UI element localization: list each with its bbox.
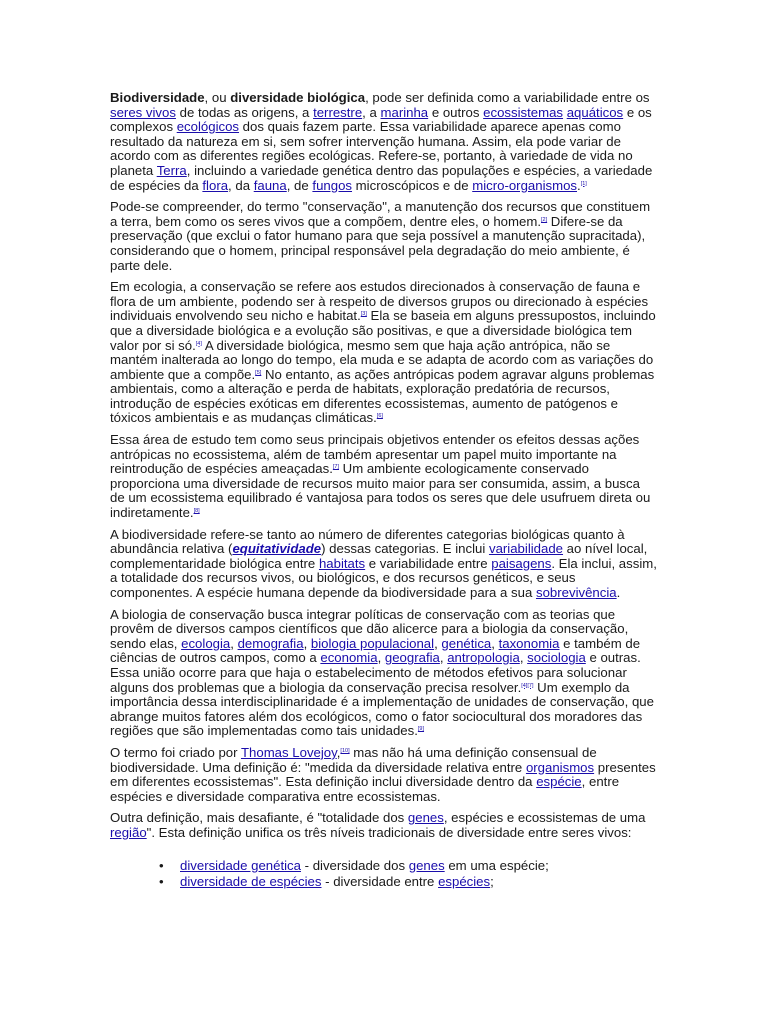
- link-fungos[interactable]: fungos: [312, 177, 353, 193]
- link-variabilidade[interactable]: variabilidade: [488, 541, 564, 557]
- text: Pode-se compreender, do termo "conservação", a manutenção dos recursos que constituem a terra, bem como os seres vivos que a compõem, dentre eles, o homem.: [110, 199, 651, 229]
- text: Essa área de estudo tem como seus principais objetivos entender os efeitos dessas ações antrópicas no ecossistema, além de também apresentar um papel muito importante na reintrodução de espécies ameaçadas.: [110, 432, 640, 477]
- link-aquaticos[interactable]: aquáticos: [566, 104, 624, 120]
- text: dos quais fazem parte. Essa variabilidade aparece apenas como resultado da natureza em si, sem sofrer intervenção humana. Assim, ela pode variar de acordo com as diferentes regiões ecológicas. Refere-se, portanto, à variedade de vida no planeta: [110, 119, 633, 178]
- text: A diversidade biológica, mesmo sem que haja ação antrópica, não se mantém inalterada ao longo do tempo, ela muda e se adapta de acordo com as variações do ambiente que a compõe.: [110, 337, 654, 382]
- citation-ref[interactable]: [10]: [340, 747, 350, 754]
- text: , espécies e ecossistemas de uma: [443, 810, 646, 826]
- link-sociologia[interactable]: sociologia: [527, 650, 586, 666]
- text: A biodiversidade refere-se tanto ao número de diferentes categorias biológicas quanto à abundância relativa (: [110, 526, 625, 557]
- text: ,: [491, 635, 499, 651]
- link-genes-list[interactable]: genes: [408, 857, 445, 873]
- text: ,: [434, 635, 442, 651]
- link-ecologia[interactable]: ecologia: [181, 635, 231, 651]
- article-body: [110, 91, 658, 892]
- text: ,: [336, 744, 341, 760]
- text: , da: [228, 177, 254, 193]
- text: Um ambiente ecologicamente conservado proporciona uma diversidade de recursos muito maior para ser consumida, assim, a busca de um ecossistema equilibrado é vantajosa para todos os seres que dele usufruem direta ou indiretamente.: [110, 461, 651, 521]
- text: ,: [377, 650, 385, 666]
- link-habitats[interactable]: habitats: [318, 555, 366, 571]
- link-seres-vivos[interactable]: seres vivos: [110, 104, 176, 120]
- text: . Ela inclui, assim, a totalidade dos recursos vivos, ou biológicos, e dos recursos genéticos, e seus componentes. A espécie humana depende da biodiversidade para a sua: [110, 555, 657, 600]
- text: ,: [519, 650, 528, 666]
- link-antropologia[interactable]: antropologia: [447, 650, 520, 666]
- paragraph-definition: [110, 91, 658, 193]
- paragraph-conservacao: [110, 200, 658, 273]
- text: e outros: [428, 104, 484, 120]
- bullet-icon: •: [159, 874, 164, 890]
- text: ao nível local, complementaridade biológica entre: [110, 541, 648, 571]
- text: de todas as origens, a: [175, 104, 314, 120]
- link-terra[interactable]: Terra: [156, 162, 187, 178]
- citation-ref[interactable]: [4]: [195, 340, 202, 347]
- text: ,: [230, 635, 238, 651]
- link-fauna[interactable]: fauna: [253, 177, 287, 193]
- text: ,: [439, 650, 448, 666]
- paragraph-categorias: [110, 528, 658, 601]
- diversity-levels-list: [110, 859, 658, 890]
- paragraph-outra-definicao: [110, 811, 658, 840]
- text: em uma espécie;: [444, 857, 549, 873]
- text: e variabilidade entre: [365, 555, 492, 571]
- citation-ref[interactable]: [9]: [417, 726, 425, 733]
- citation-ref[interactable]: [7]: [332, 464, 339, 471]
- text: ;: [490, 874, 494, 890]
- text: A biologia de conservação busca integrar políticas de conservação com as teorias que provêm de diversos campos científicos que dão alicerce para a biologia da conservação, sendo elas,: [110, 606, 629, 651]
- link-paisagens[interactable]: paisagens: [491, 555, 552, 571]
- link-genetica[interactable]: genética: [441, 635, 492, 651]
- citation-ref[interactable]: [1]: [580, 180, 587, 187]
- text: .: [577, 177, 581, 193]
- link-ecologicos[interactable]: ecológicos: [176, 119, 240, 135]
- citation-ref[interactable]: [2]: [541, 216, 548, 223]
- text: ". Esta definição unifica os três níveis tradicionais de diversidade entre seres vivos:: [146, 824, 632, 840]
- link-sobrevivencia[interactable]: sobrevivência: [535, 585, 617, 600]
- text: , incluindo a variedade genética dentro das populações e espécies, a variedade de espécies da: [110, 162, 653, 193]
- link-ecossistemas[interactable]: ecossistemas: [483, 104, 564, 120]
- link-thomas-lovejoy[interactable]: Thomas Lovejoy: [240, 744, 337, 760]
- link-especies[interactable]: espécies: [438, 874, 491, 890]
- text: Ela se baseia em alguns pressupostos, incluindo que a diversidade biológica e a evolução são positivas, e que a diversidade biológica tem valor por si só.: [110, 308, 656, 353]
- list-item: [159, 857, 658, 874]
- text: No entanto, as ações antrópicas podem agravar alguns problemas ambientais, como a alteração e perda de habitats, exploração predatória de recursos, introdução de espécies exóticas em diferentes ecossistemas, aumento de patógenos e tóxicos ambientais e as mudanças climáticas.: [110, 366, 655, 426]
- list-item: [159, 874, 658, 890]
- link-geografia[interactable]: geografia: [384, 650, 440, 666]
- citation-ref[interactable]: [5]: [255, 369, 262, 376]
- text: e também de ciências de outros campos, como a: [110, 635, 641, 666]
- citation-ref[interactable]: [8]: [193, 508, 200, 515]
- link-especie[interactable]: espécie: [536, 774, 582, 790]
- text: O termo foi criado por: [110, 744, 241, 760]
- text: Difere-se da preservação (que exclui o fator humano para que seja possível a manutenção supracitada), considerando que o homem, principal responsável pela degradação do meio ambiente, é parte dele.: [110, 213, 646, 273]
- link-economia[interactable]: economia: [320, 650, 378, 666]
- link-biologia-populacional[interactable]: biologia populacional: [310, 635, 435, 651]
- link-micro-organismos[interactable]: micro-organismos: [472, 177, 578, 193]
- paragraph-ecologia: [110, 280, 658, 426]
- bullet-icon: •: [159, 857, 164, 873]
- text: - diversidade entre: [321, 874, 439, 890]
- paragraph-termo: [110, 746, 658, 804]
- text: , a: [362, 104, 381, 120]
- text: Um exemplo da importância dessa interdisciplinaridade é a implementação de unidades de conservação, que abrange muitos fatores além dos ecológicos, como o fator sociocultural dos moradores das regiões que são implementadas como tais unidades.: [110, 679, 654, 739]
- text: , pode ser definida como a variabilidade entre os: [365, 90, 650, 105]
- term-diversidade-biologica: diversidade biológica: [230, 90, 366, 105]
- text: Outra definição, mais desafiante, é "totalidade dos: [110, 810, 408, 826]
- term-biodiversidade: Biodiversidade: [110, 90, 205, 105]
- text: , de: [286, 177, 313, 193]
- link-diversidade-de-especies[interactable]: diversidade de espécies: [180, 874, 322, 890]
- text: .: [616, 585, 621, 600]
- text: mas não há uma definição consensual de biodiversidade. Uma definição é: "medida da diversidade relativa entre: [110, 744, 597, 775]
- text: e os complexos: [110, 104, 652, 135]
- link-equitatividade[interactable]: equitatividade: [232, 541, 322, 557]
- link-diversidade-genetica[interactable]: diversidade genética: [180, 857, 301, 873]
- citation-ref[interactable]: [4][7]: [521, 682, 534, 689]
- link-genes[interactable]: genes: [407, 810, 444, 826]
- text: ) dessas categorias. E inclui: [321, 541, 489, 557]
- paragraph-objetivos: [110, 433, 658, 521]
- paragraph-biologia-conservacao: [110, 608, 658, 739]
- citation-ref[interactable]: [3]: [360, 311, 367, 318]
- link-marinha[interactable]: marinha: [380, 104, 429, 120]
- link-flora[interactable]: flora: [202, 177, 229, 193]
- text: Em ecologia, a conservação se refere aos estudos direcionados à conservação de fauna e flora de um ambiente, podendo ser à respeito de diversos grupos ou direcionado à espécies individuais envolvendo seu nicho e habitat.: [110, 279, 649, 324]
- link-regiao[interactable]: região: [110, 824, 147, 840]
- link-demografia[interactable]: demografia: [237, 635, 304, 651]
- text: , entre espécies e diversidade comparativa entre ecossistemas.: [110, 774, 620, 804]
- text: presentes em diferentes ecossistemas". Esta definição inclui diversidade dentro da: [110, 759, 656, 790]
- link-organismos[interactable]: organismos: [525, 759, 595, 775]
- text: - diversidade dos: [300, 857, 409, 873]
- citation-ref[interactable]: [6]: [376, 413, 383, 420]
- text: ,: [303, 635, 311, 651]
- text: microscópicos e de: [352, 177, 473, 193]
- text: e outras. Essa união ocorre para que haja o estabelecimento de métodos efetivos para solucionar alguns dos problemas que a biologia da conservação precisa resolver.: [110, 650, 641, 695]
- link-terrestre[interactable]: terrestre: [313, 104, 363, 120]
- text: , ou: [204, 90, 231, 105]
- link-taxonomia[interactable]: taxonomia: [498, 635, 560, 651]
